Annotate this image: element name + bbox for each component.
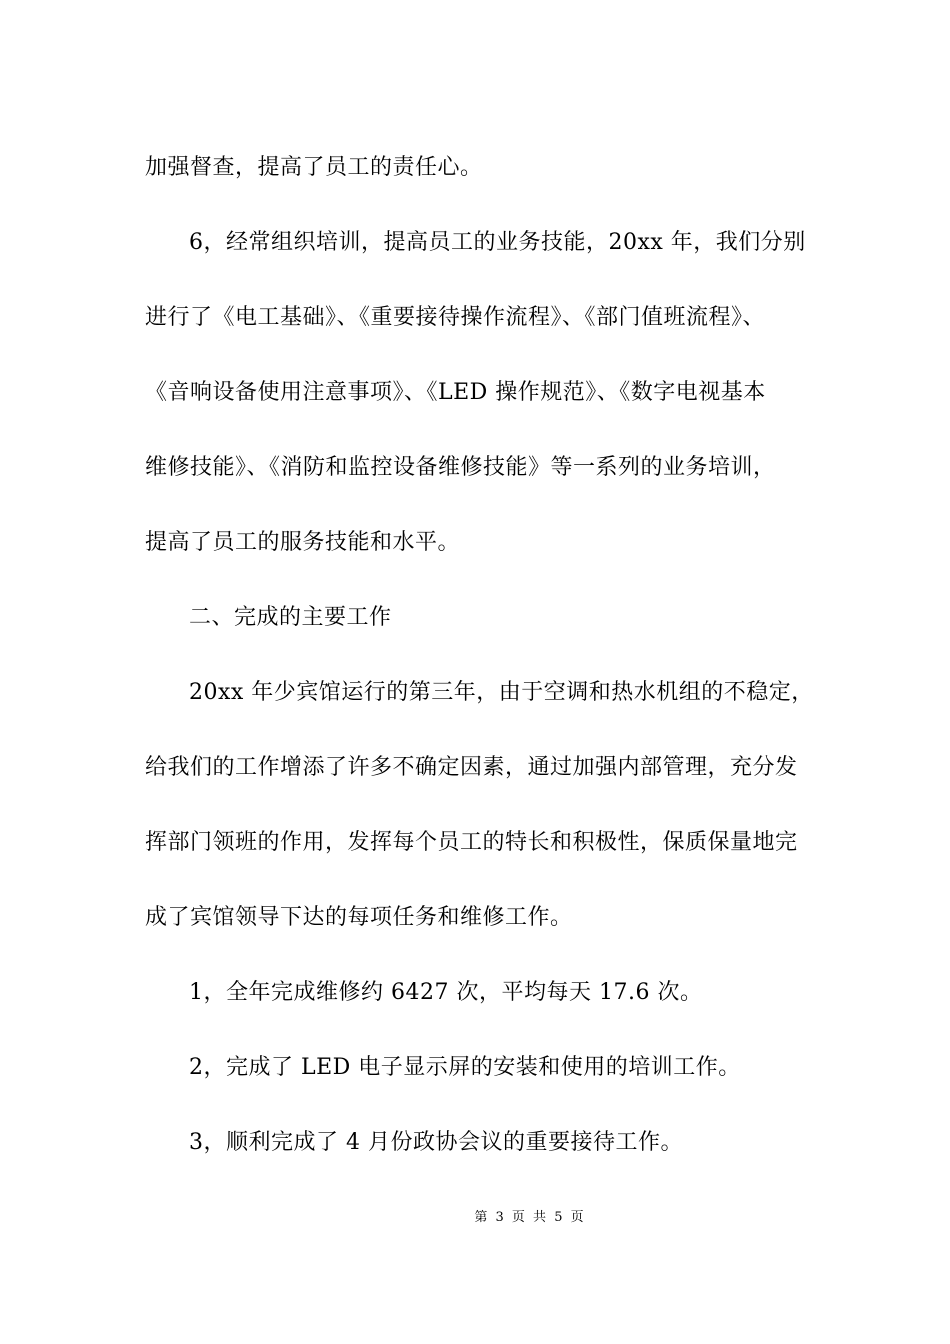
text-line-4: 《音响设备使用注意事项》、《LED 操作规范》、《数字电视基本 [145, 380, 766, 405]
document-body [145, 130, 835, 1180]
text-line-9: 给我们的工作增添了许多不确定因素，通过加强内部管理，充分发 [145, 755, 798, 780]
text-line-1: 加强督查，提高了员工的责任心。 [145, 155, 483, 180]
text-line-8: 20xx 年少宾馆运行的第三年，由于空调和热水机组的不稳定， [189, 680, 814, 705]
list-item-2: 2，完成了 LED 电子显示屏的安装和使用的培训工作。 [189, 1055, 741, 1080]
list-item-1: 1，全年完成维修约 6427 次，平均每天 17.6 次。 [189, 980, 703, 1005]
section-heading: 二、完成的主要工作 [189, 605, 392, 630]
text-line-10: 挥部门领班的作用，发挥每个员工的特长和积极性，保质保量地完 [145, 830, 798, 855]
text-line-11: 成了宾馆领导下达的每项任务和维修工作。 [145, 905, 573, 930]
text-line-6: 提高了员工的服务技能和水平。 [145, 530, 461, 555]
list-item-3: 3，顺利完成了 4 月份政协会议的重要接待工作。 [189, 1130, 683, 1155]
text-line-2: 6，经常组织培训，提高员工的业务技能，20xx 年，我们分别 [189, 230, 806, 255]
page-number-footer: 第 3 页 共 5 页 [474, 1210, 586, 1225]
text-line-5: 维修技能》、《消防和监控设备维修技能》等一系列的业务培训， [145, 455, 776, 480]
text-line-3: 进行了《电工基础》、《重要接待操作流程》、《部门值班流程》、 [145, 305, 766, 330]
